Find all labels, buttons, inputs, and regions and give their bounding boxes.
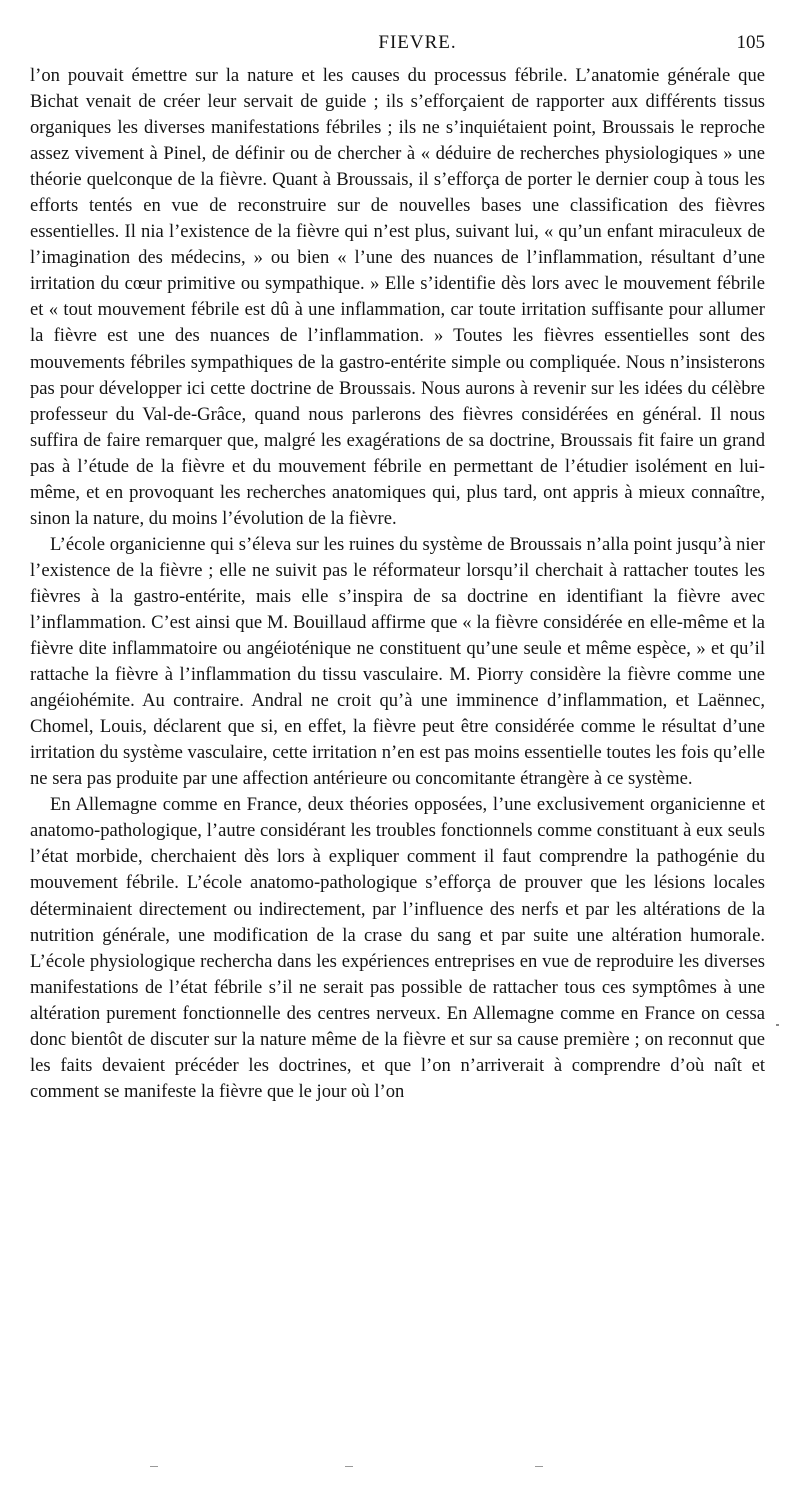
margin-speck (776, 1024, 779, 1026)
scan-mark (535, 1466, 543, 1467)
scan-mark (150, 1466, 158, 1467)
paragraph-2: L’école organicienne qui s’éleva sur les ruines du système de Broussais n’alla point jusqu’à nier l’existence de la fièvre ; elle ne suivit pas le réformateur lorsqu’il cherchait à rattacher toutes les fièvres à la gastro-entérite, mais elle s’inspira de sa doctrine en identifiant la fièvre avec l’inflammation. C’est ainsi que M. Bouillaud affirme que « la fièvre considérée en elle-même et la fièvre dite inflammatoire ou angéioténique ne constituent qu’une seule et même espèce, » et qu’il rattache la fièvre à l’inflammation du tissu vasculaire. M. Piorry considère la fièvre comme une angéiohémite. Au contraire. Andral ne croit qu’à une imminence d’inflammation, et Laënnec, Chomel, Louis, déclarent que si, en effet, la fièvre peut être considérée comme le résultat d’une irritation du système vasculaire, cette irritation n’en est pas moins essentielle toutes les fois qu’elle ne sera pas produite par une affection antérieure ou concomitante étrangère à ce système. (30, 533, 765, 790)
paragraph-3: En Allemagne comme en France, deux théories opposées, l’une exclusivement organicienne et anatomo-pathologique, l’autre considérant les troubles fonctionnels comme constituant à eux seuls l’état morbide, cherchaient dès lors à expliquer comment il faut comprendre la pathogénie du mouvement fébrile. L’école anatomo-pathologique s’efforça de prouver que les lésions locales déterminaient directement ou indirectement, par l’influence des nerfs et par les altérations de la nutrition générale, une modification de la crase du sang et par suite une altération humorale. L’école physiologique rechercha dans les expériences entreprises en vue de reproduire les diverses manifestations de l’état fébrile s’il ne serait pas possible de rattacher tous ces symptômes à une altération purement fonctionnelle des centres nerveux. En Allemagne comme en France on cessa donc bientôt de discuter sur la nature même de la fièvre et sur sa cause première ; on reconnut que les faits devaient précéder les doctrines, et que l’on n’arriverait à comprendre d’où naît et comment se manifeste la fièvre que le jour où l’on (30, 794, 765, 1102)
page-number: 105 (736, 32, 765, 53)
scan-mark (345, 1466, 353, 1467)
footer-scan-marks (150, 1466, 550, 1470)
body-text (30, 63, 765, 1105)
paragraph-1: l’on pouvait émettre sur la nature et les causes du processus fébrile. L’anatomie générale que Bichat venait de créer leur servait de guide ; ils s’efforçaient de rapporter aux différents tissus organiques les diverses manifestations fébriles ; ils ne s’inquiétaient point, Broussais le reproche assez vivement à Pinel, de définir ou de chercher à « déduire de recherches physiologiques » une théorie quelconque de la fièvre. Quant à Broussais, il s’efforça de porter le dernier coup à tous les efforts tentés en vue de reconstruire sur de nouvelles bases une classification des fièvres essentielles. Il nia l’existence de la fièvre qui n’est plus, suivant lui, « qu’un enfant miraculeux de l’imagination des médecins, » ou bien « l’une des nuances de l’inflammation, résultant d’une irritation du cœur primitive ou sympathique. » Elle s’identifie dès lors avec le mouvement fébrile et « tout mouvement fébrile est dû à une inflammation, car toute irritation suffisante pour allumer la fièvre est une des nuances de l’inflammation. » Toutes les fièvres essentielles sont des mouvements fébriles sympathiques de la gastro-entérite simple ou compliquée. Nous n’insisterons pas pour développer ici cette doctrine de Broussais. Nous aurons à revenir sur les idées du célèbre professeur du Val-de-Grâce, quand nous parlerons des fièvres considérées en général. Il nous suffira de faire remarquer que, malgré les exagérations de sa doctrine, Broussais fit faire un grand pas à l’étude de la fièvre et du mouvement fébrile en permettant de l’étudier isolément en lui-même, et en provoquant les recherches anatomiques qui, plus tard, ont appris à mieux connaître, sinon la nature, du moins l’évolution de la fièvre. (30, 65, 765, 529)
running-header (30, 32, 765, 56)
running-title: FIEVRE. (378, 32, 457, 53)
